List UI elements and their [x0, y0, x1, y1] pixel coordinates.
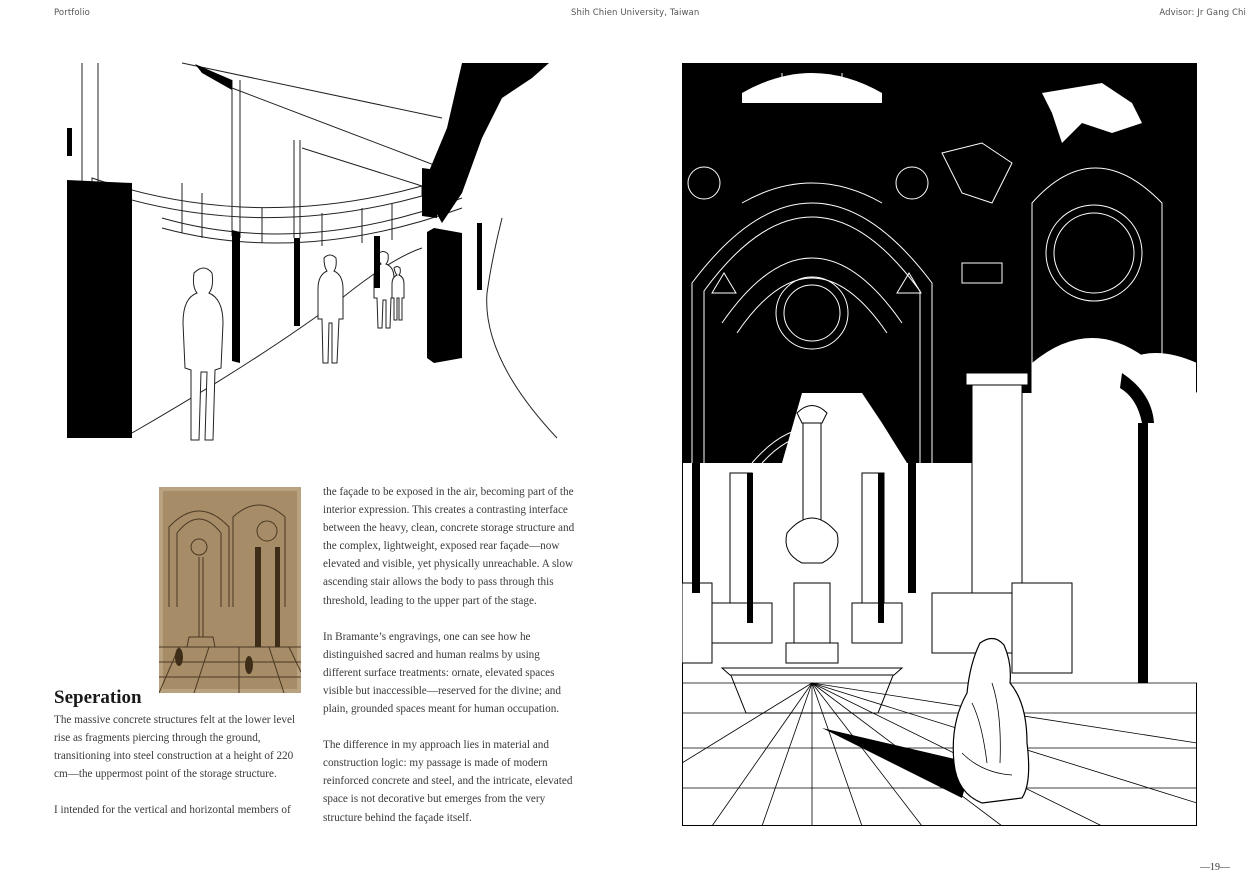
paragraph: the façade to be exposed in the air, becoming part of the interior expression. This creates a contrasting interface between the heavy, clean, concrete storage structure and the complex, lightweight, exposed rear façade—now elevated and visible, yet physically unreachable. A slow ascending stair allows the body to pass through this threshold, leading to the upper part of the stage. [323, 486, 575, 607]
left-text-column [54, 711, 306, 819]
right-text-column [323, 483, 575, 827]
header-portfolio: Portfolio [54, 8, 90, 18]
page-number: —19— [1200, 862, 1230, 873]
paragraph: I intended for the vertical and horizontal members of [54, 804, 291, 817]
paragraph: The massive concrete structures felt at the lower level rise as fragments piercing through the ground, transitioning into steel construction at a height of 220 cm—the uppermost point of the storage structure. [54, 714, 296, 781]
section-title: Seperation [54, 686, 142, 708]
paragraph: In Bramante’s engravings, one can see how he distinguished sacred and human realms by using different surface treatments: ornate, elevated spaces visible but inaccessible—reserved for the divine; and plain, grounded spaces meant for human occupation. [323, 630, 561, 716]
paragraph: The difference in my approach lies in material and construction logic: my passage is made of modern reinforced concrete and steel, and the intricate, elevated space is not decorative but emerges from the very structure behind the façade itself. [323, 739, 573, 824]
architectural-interior-drawing [682, 63, 1197, 826]
corridor-perspective-drawing [62, 58, 562, 442]
header-advisor: Advisor: Jr Gang Chi [1159, 8, 1246, 18]
header-university: Shih Chien University, Taiwan [571, 8, 700, 18]
bramante-engraving-image [159, 487, 301, 693]
